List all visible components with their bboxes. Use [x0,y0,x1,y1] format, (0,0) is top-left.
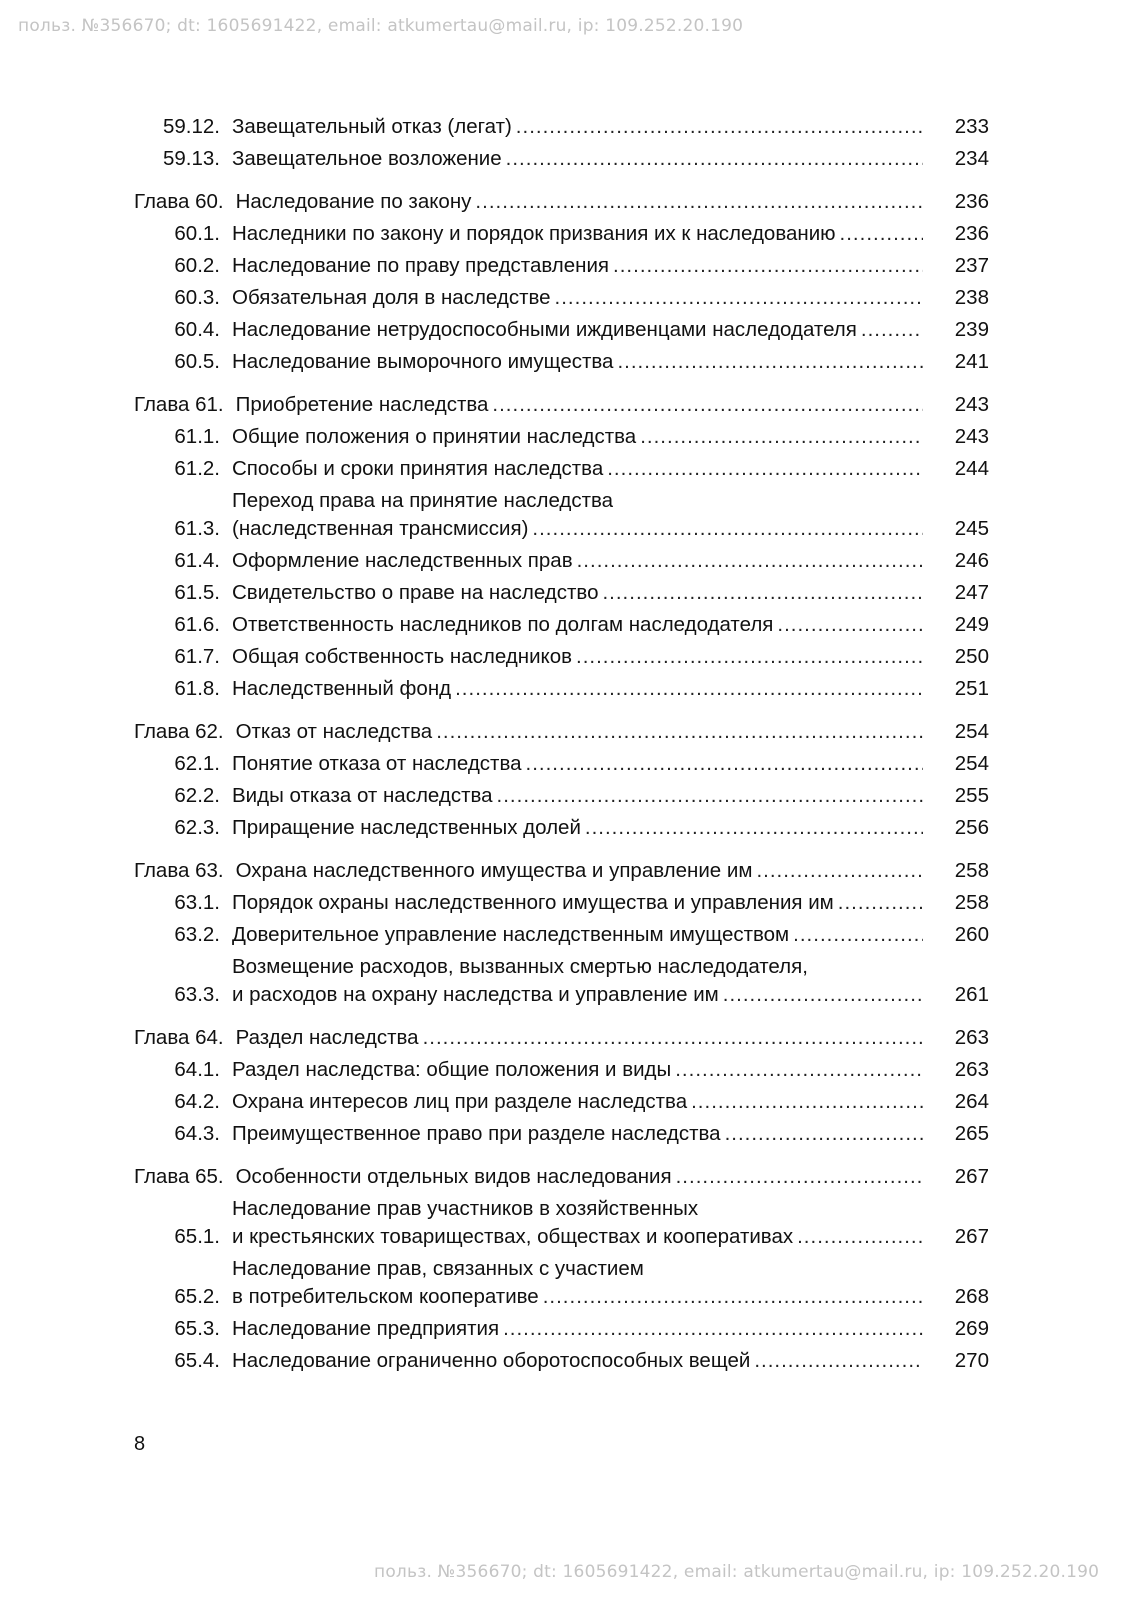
toc-section-entry [134,348,989,376]
toc-page-number: 261 [954,983,989,1006]
toc-entry-number: 61.4. [174,549,220,572]
toc-section-entry [134,579,989,607]
toc-entry-title-line: Отказ от наследства [235,720,433,743]
toc-entry-title-line: Раздел наследства [235,1026,419,1049]
toc-entry-body [232,579,989,607]
toc-entry-last-line [232,981,989,1009]
toc-entry-body [236,188,989,216]
toc-entry-body [232,1347,989,1375]
toc-section-entry [134,423,989,451]
toc-entry-last-line [236,718,989,746]
toc-entry-last-line [232,316,989,344]
toc-dot-leader [532,515,923,543]
toc-entry-body [232,889,989,917]
toc-entry-title-line: Порядок охраны наследственного имущества и управления им [232,891,834,914]
toc-entry-last-line [236,188,989,216]
toc-entry-title-line: Наследование ограниченно оборотоспособных вещей [232,1349,751,1372]
toc-dot-leader [423,1024,923,1052]
toc-page-number: 260 [954,923,989,946]
toc-section-entry [134,455,989,483]
toc-page-number: 263 [954,1026,989,1049]
toc-dot-leader [613,252,923,280]
toc-entry-number: 61.2. [174,457,220,480]
table-of-contents [134,113,989,1375]
toc-entry-title-line: Виды отказа от наследства [232,784,493,807]
toc-entry-body [232,252,989,280]
toc-entry-number: 60.1. [174,222,220,245]
toc-entry-number: Глава 65. [134,1165,224,1188]
toc-entry-title-line: Общие положения о принятии наследства [232,425,637,448]
toc-entry-body [232,1056,989,1084]
toc-dot-leader [797,1223,923,1251]
toc-entry-last-line [232,1315,989,1343]
toc-entry-body [232,611,989,639]
toc-page-number: 254 [954,720,989,743]
toc-entry-title-line: Наследование по закону [235,190,472,213]
toc-page-number: 236 [954,222,989,245]
toc-entry-number: 64.2. [174,1090,220,1113]
toc-entry-body [232,675,989,703]
toc-entry-last-line [232,675,989,703]
toc-entry-body [232,782,989,810]
toc-chapter-entry [134,857,989,885]
toc-entry-body [232,316,989,344]
toc-entry-title-line: Наследование прав, связанных с участием [232,1257,644,1280]
toc-entry-number: 59.12. [163,115,220,138]
toc-entry-last-line [232,423,989,451]
toc-page-number: 251 [954,677,989,700]
toc-section-entry [134,1315,989,1343]
toc-dot-leader [455,675,923,703]
toc-entry-title-line: Свидетельство о праве на наследство [232,581,599,604]
toc-entry-last-line [232,1120,989,1148]
toc-entry-number: 61.1. [174,425,220,448]
toc-entry-title-line: Завещательный отказ (легат) [232,115,512,138]
toc-entry-last-line [232,145,989,173]
toc-entry-number: 61.3. [174,517,220,540]
toc-page-number: 270 [954,1349,989,1372]
toc-dot-leader [602,579,923,607]
toc-entry-last-line [236,1024,989,1052]
toc-section-entry [134,1120,989,1148]
toc-entry-body [232,814,989,842]
toc-entry-body [232,1120,989,1148]
toc-entry-title-line: Наследственный фонд [232,677,452,700]
toc-entry-body [232,487,989,543]
toc-entry-title-line: Оформление наследственных прав [232,549,573,572]
toc-dot-leader [543,1283,923,1311]
toc-entry-number: Глава 64. [134,1026,224,1049]
toc-dot-leader [723,981,923,1009]
toc-entry-number: 60.5. [174,350,220,373]
toc-section-entry [134,953,989,1009]
toc-entry-body [236,857,989,885]
watermark-top: польз. №356670; dt: 1605691422, email: atkumertau@mail.ru, ip: 109.252.20.190 [18,16,744,36]
toc-page-number: 254 [954,752,989,775]
toc-section-entry [134,675,989,703]
toc-dot-leader [640,423,923,451]
toc-section-entry [134,1088,989,1116]
toc-entry-last-line [232,1088,989,1116]
toc-dot-leader [497,782,923,810]
toc-dot-leader [676,1163,923,1191]
toc-entry-title-line: и расходов на охрану наследства и управление им [232,983,719,1006]
toc-dot-leader [675,1056,923,1084]
toc-section-entry [134,113,989,141]
toc-section-entry [134,611,989,639]
toc-entry-title-line: Общая собственность наследников [232,645,573,668]
toc-entry-number: Глава 60. [134,190,224,213]
toc-page-number: 246 [954,549,989,572]
toc-entry-last-line [232,113,989,141]
toc-entry-title-line: Понятие отказа от наследства [232,752,522,775]
toc-section-entry [134,1255,989,1311]
toc-entry-title-line: и крестьянских товариществах, обществах и кооперативах [232,1225,794,1248]
toc-entry-number: 61.6. [174,613,220,636]
toc-entry-last-line [232,579,989,607]
toc-entry-number: 62.1. [174,752,220,775]
toc-entry-title-line: в потребительском кооперативе [232,1285,539,1308]
toc-entry-number: 59.13. [163,147,220,170]
toc-page-number: 249 [954,613,989,636]
toc-entry-number: 63.3. [174,983,220,1006]
toc-entry-body [232,643,989,671]
toc-entry-body [232,145,989,173]
toc-entry-last-line [232,1347,989,1375]
toc-entry-number: Глава 63. [134,859,224,882]
toc-page-number: 233 [954,115,989,138]
toc-page-number: 264 [954,1090,989,1113]
toc-page-number: 263 [954,1058,989,1081]
toc-entry-number: Глава 61. [134,393,224,416]
toc-page-number: 234 [954,147,989,170]
toc-entry-last-line [232,750,989,778]
toc-entry-number: 61.7. [174,645,220,668]
toc-entry-number: 61.8. [174,677,220,700]
toc-entry-title-line: Способы и сроки принятия наследства [232,457,604,480]
toc-page-number: 236 [954,190,989,213]
toc-entry-title-line: Преимущественное право при разделе наследства [232,1122,721,1145]
toc-entry-body [232,953,989,1009]
toc-entry-last-line [232,814,989,842]
toc-section-entry [134,921,989,949]
toc-entry-body [232,1315,989,1343]
toc-entry-number: 65.3. [174,1317,220,1340]
toc-entry-body [236,718,989,746]
toc-dot-leader [555,284,923,312]
toc-entry-body [232,220,989,248]
toc-entry-body [232,348,989,376]
toc-chapter-entry [134,1024,989,1052]
toc-entry-body [232,284,989,312]
toc-page-number: 255 [954,784,989,807]
toc-entry-last-line [232,455,989,483]
toc-entry-title-line: Завещательное возложение [232,147,502,170]
toc-entry-last-line [232,220,989,248]
toc-entry-body [232,423,989,451]
toc-entry-number: 60.4. [174,318,220,341]
toc-page-number: 250 [954,645,989,668]
toc-entry-number: 65.2. [174,1285,220,1308]
toc-dot-leader [861,316,923,344]
toc-dot-leader [516,113,923,141]
toc-page-number: 268 [954,1285,989,1308]
toc-entry-title-line: Наследование предприятия [232,1317,500,1340]
toc-section-entry [134,889,989,917]
toc-entry-number: 63.2. [174,923,220,946]
toc-entry-number: 65.4. [174,1349,220,1372]
toc-entry-body [232,1255,989,1311]
toc-entry-title-line: Ответственность наследников по долгам наследодателя [232,613,774,636]
toc-entry-title-line: Переход права на принятие наследства [232,489,614,512]
toc-dot-leader [475,188,923,216]
toc-page-number: 245 [954,517,989,540]
toc-page-number: 243 [954,393,989,416]
toc-dot-leader [503,1315,923,1343]
toc-page-number: 241 [954,350,989,373]
toc-entry-title-line: Наследование прав участников в хозяйственных [232,1197,699,1220]
toc-dot-leader [526,750,923,778]
toc-entry-last-line [236,1163,989,1191]
toc-entry-last-line [236,857,989,885]
toc-dot-leader [777,611,923,639]
toc-section-entry [134,1347,989,1375]
toc-entry-last-line [232,1056,989,1084]
toc-page-number: 238 [954,286,989,309]
toc-chapter-entry [134,718,989,746]
toc-dot-leader [506,145,923,173]
toc-entry-title-line: Наследование выморочного имущества [232,350,614,373]
toc-dot-leader [607,455,923,483]
toc-dot-leader [691,1088,923,1116]
toc-dot-leader [838,889,923,917]
toc-page-number: 258 [954,891,989,914]
toc-entry-body [232,1195,989,1251]
toc-entry-number: 63.1. [174,891,220,914]
toc-section-entry [134,1195,989,1251]
toc-entry-body [236,1163,989,1191]
toc-dot-leader [840,220,923,248]
toc-entry-title-line: Наследники по закону и порядок призвания их к наследованию [232,222,836,245]
toc-entry-last-line [232,921,989,949]
toc-dot-leader [436,718,923,746]
toc-section-entry [134,316,989,344]
toc-entry-body [236,391,989,419]
toc-entry-title-line: (наследственная трансмиссия) [232,517,529,540]
toc-page-number: 243 [954,425,989,448]
toc-entry-body [232,921,989,949]
toc-section-entry [134,284,989,312]
toc-dot-leader [585,814,923,842]
toc-entry-title-line: Приращение наследственных долей [232,816,581,839]
toc-entry-last-line [232,782,989,810]
toc-chapter-entry [134,188,989,216]
toc-entry-number: 62.2. [174,784,220,807]
toc-page-number: 269 [954,1317,989,1340]
toc-entry-last-line [236,391,989,419]
toc-section-entry [134,487,989,543]
toc-section-entry [134,145,989,173]
toc-dot-leader [754,1347,923,1375]
toc-entry-last-line [232,348,989,376]
toc-entry-last-line [232,889,989,917]
toc-page-number: 247 [954,581,989,604]
toc-entry-title-line: Приобретение наследства [235,393,489,416]
toc-entry-last-line [232,643,989,671]
page-number: 8 [134,1433,146,1455]
toc-entry-number: 64.1. [174,1058,220,1081]
toc-entry-number: 60.3. [174,286,220,309]
toc-entry-number: 64.3. [174,1122,220,1145]
toc-entry-title-line: Особенности отдельных видов наследования [235,1165,672,1188]
toc-entry-last-line [232,1283,989,1311]
toc-entry-number: 65.1. [174,1225,220,1248]
toc-section-entry [134,220,989,248]
toc-entry-title-line: Наследование нетрудоспособными иждивенцами наследодателя [232,318,857,341]
toc-entry-number: 62.3. [174,816,220,839]
toc-entry-last-line [232,547,989,575]
toc-entry-title-line: Возмещение расходов, вызванных смертью наследодателя, [232,955,808,978]
toc-entry-last-line [232,284,989,312]
watermark-bottom: польз. №356670; dt: 1605691422, email: atkumertau@mail.ru, ip: 109.252.20.190 [374,1562,1100,1582]
toc-entry-last-line [232,515,989,543]
toc-section-entry [134,252,989,280]
toc-entry-last-line [232,252,989,280]
toc-section-entry [134,643,989,671]
toc-entry-title-line: Доверительное управление наследственным имуществом [232,923,790,946]
toc-section-entry [134,1056,989,1084]
toc-section-entry [134,750,989,778]
toc-dot-leader [725,1120,923,1148]
toc-page-number: 237 [954,254,989,277]
toc-dot-leader [793,921,923,949]
toc-page-number: 265 [954,1122,989,1145]
toc-entry-number: Глава 62. [134,720,224,743]
toc-entry-body [232,547,989,575]
toc-dot-leader [576,643,923,671]
toc-page-number: 267 [954,1165,989,1188]
toc-page-number: 256 [954,816,989,839]
toc-dot-leader [756,857,923,885]
toc-entry-title-line: Охрана интересов лиц при разделе наследства [232,1090,688,1113]
toc-page-number: 244 [954,457,989,480]
toc-dot-leader [617,348,923,376]
toc-entry-title-line: Обязательная доля в наследстве [232,286,551,309]
toc-dot-leader [577,547,923,575]
toc-dot-leader [492,391,923,419]
toc-entry-body [232,455,989,483]
toc-chapter-entry [134,1163,989,1191]
toc-entry-title-line: Наследование по праву представления [232,254,610,277]
toc-section-entry [134,782,989,810]
toc-page-number: 239 [954,318,989,341]
toc-entry-body [232,750,989,778]
toc-section-entry [134,547,989,575]
toc-entry-body [232,113,989,141]
toc-page-number: 267 [954,1225,989,1248]
toc-section-entry [134,814,989,842]
toc-entry-title-line: Охрана наследственного имущества и управление им [235,859,753,882]
toc-entry-body [232,1088,989,1116]
toc-entry-number: 61.5. [174,581,220,604]
toc-page-number: 258 [954,859,989,882]
toc-entry-title-line: Раздел наследства: общие положения и виды [232,1058,672,1081]
toc-entry-body [236,1024,989,1052]
toc-entry-last-line [232,611,989,639]
toc-entry-last-line [232,1223,989,1251]
toc-entry-number: 60.2. [174,254,220,277]
toc-chapter-entry [134,391,989,419]
